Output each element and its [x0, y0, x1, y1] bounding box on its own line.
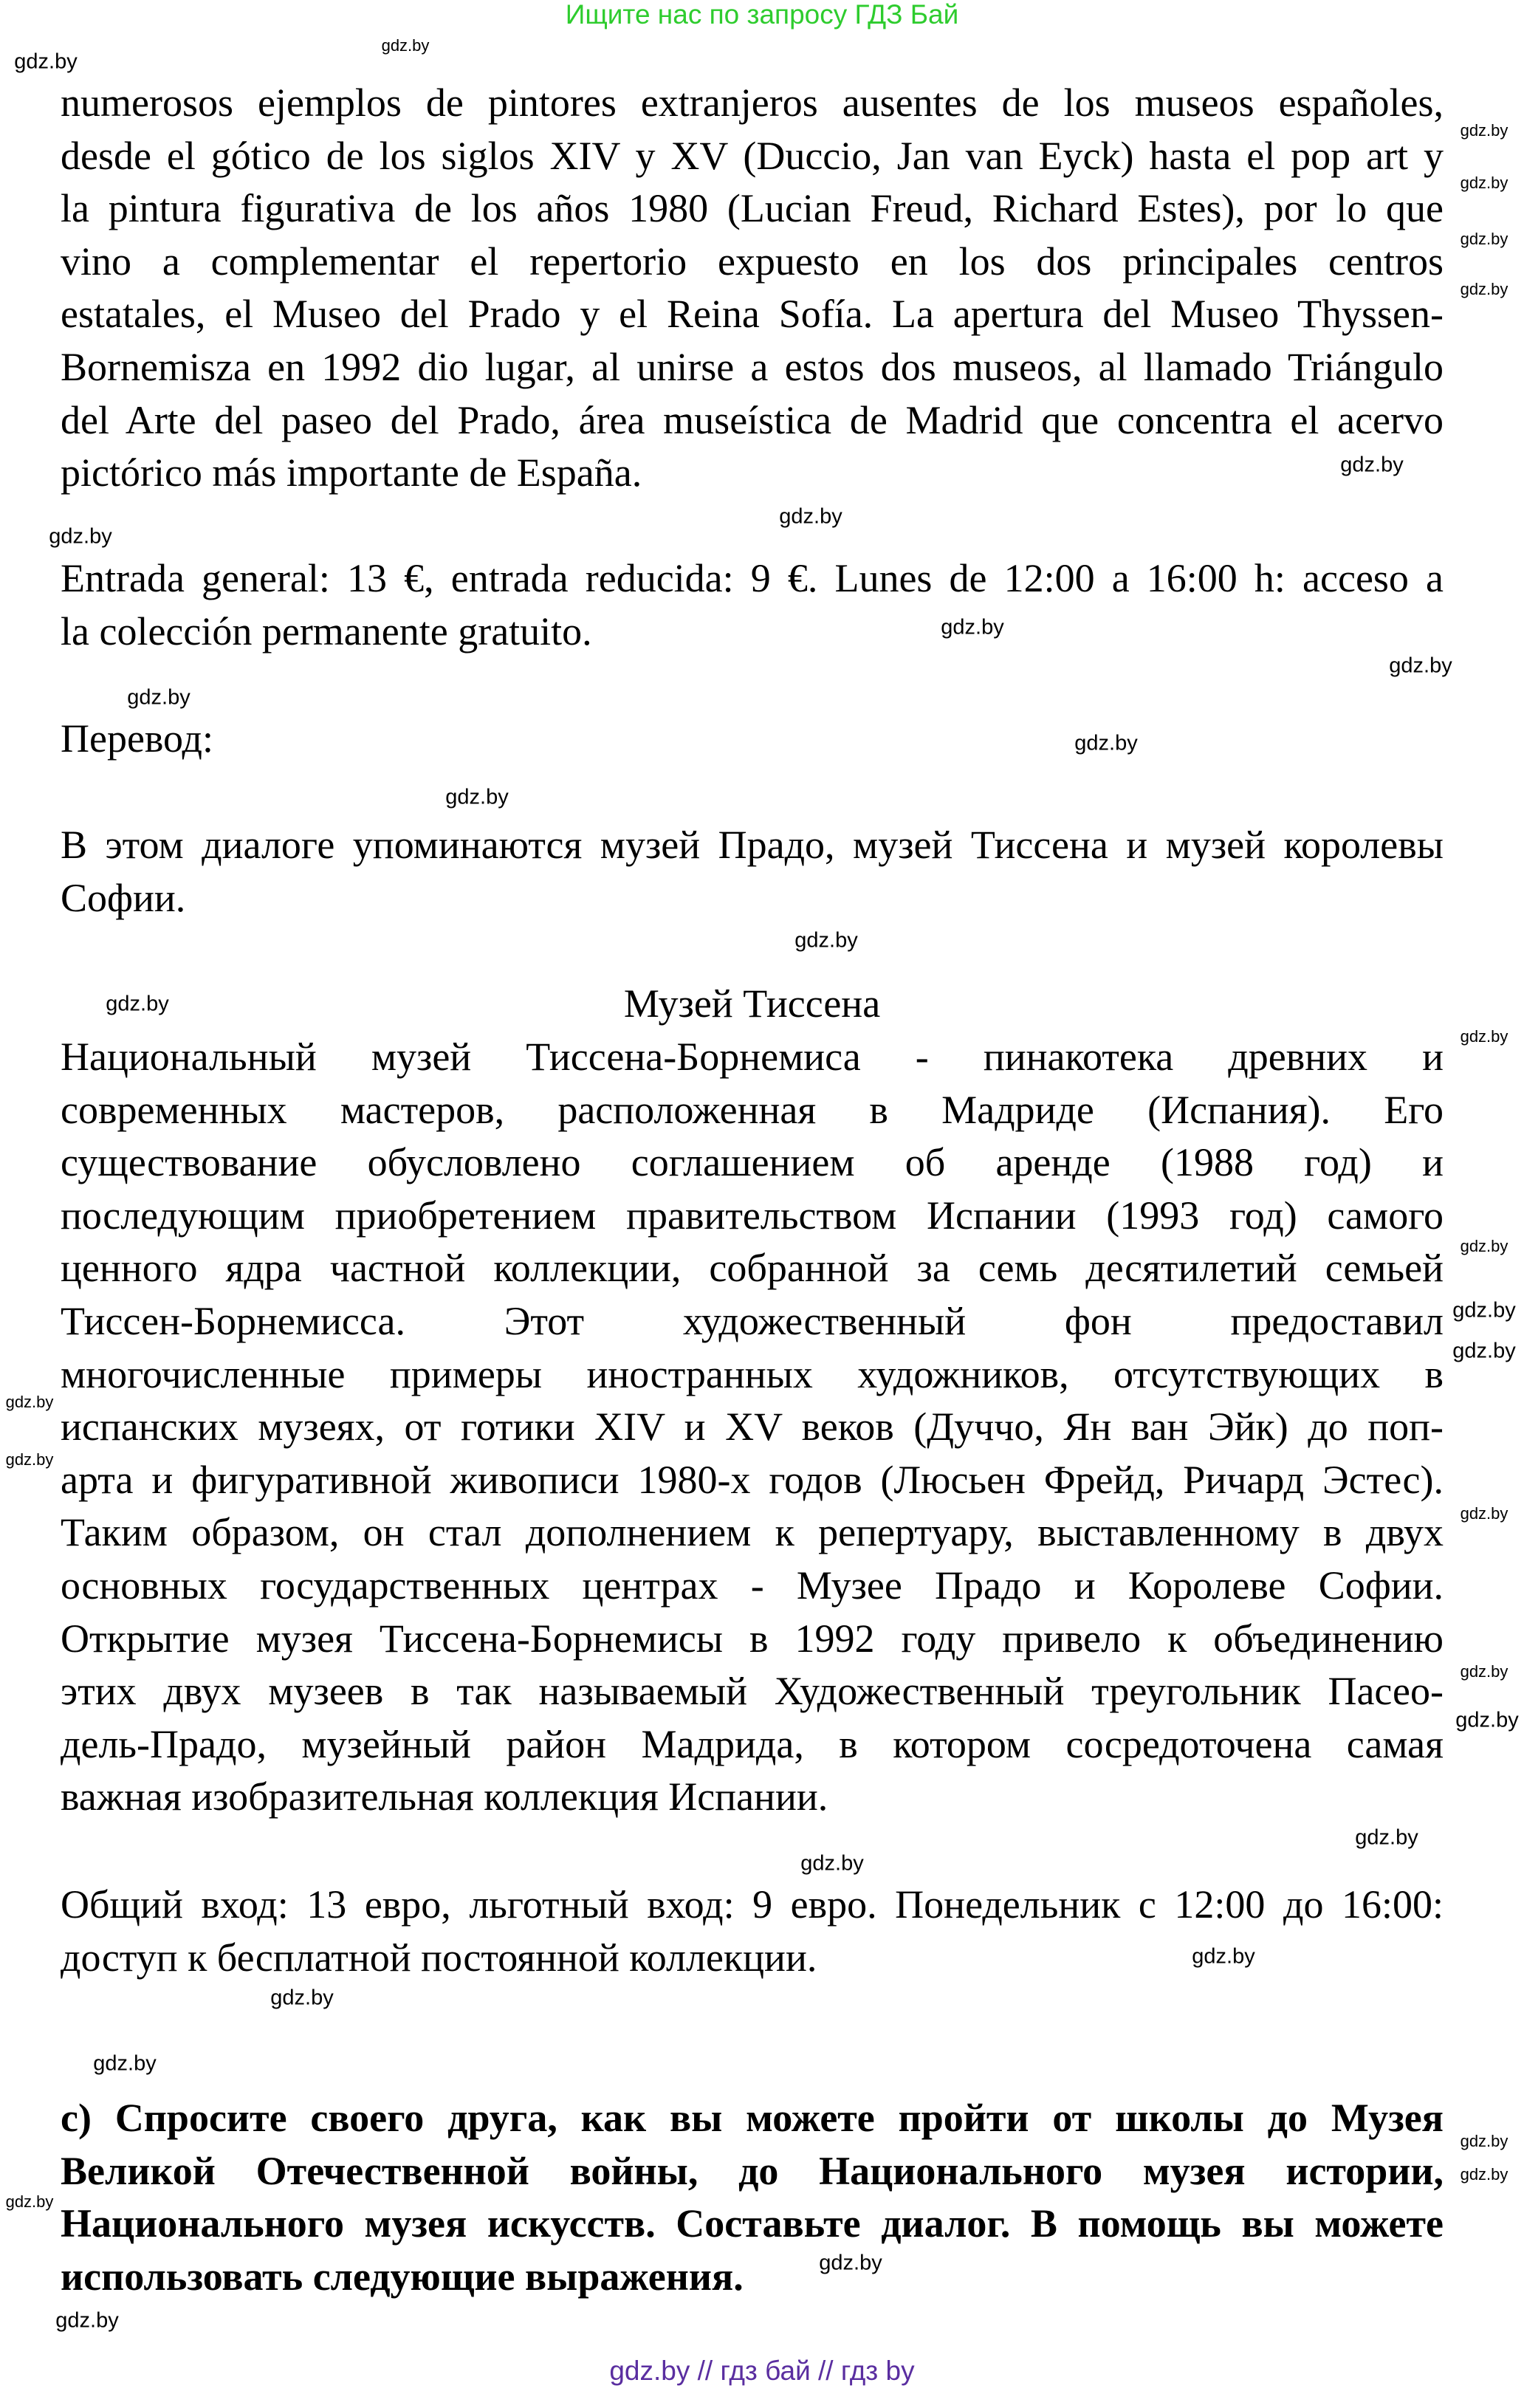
watermark: gdz.by: [1460, 1237, 1508, 1255]
watermark: gdz.by: [1340, 453, 1404, 477]
text-line: c) Спросите своего друга, как вы можете пройти от школы до Музея: [61, 2096, 1444, 2140]
text-line: испанских музеях, от готики XIV и XV веков (Дуччо, Ян ван Эйк) до поп-: [61, 1404, 1444, 1450]
text-line: дель-Прадо, музейный район Мадрида, в котором сосредоточена самая: [61, 1721, 1444, 1766]
text-line: del Arte del paseo del Prado, área museística de Madrid que concentra el acervo: [61, 397, 1444, 442]
watermark: gdz.by: [1192, 1944, 1255, 1969]
text-line: numerosos ejemplos de pintores extranjeros ausentes de los museos españoles,: [61, 80, 1444, 125]
text-line: Тиссен-Борнемисса. Этот художественный фон предоставил: [61, 1298, 1444, 1343]
text-line: важная изобразительная коллекция Испании.: [61, 1774, 828, 1819]
text-line: основных государственных центрах - Музее Прадо и Королеве Софии.: [61, 1563, 1444, 1608]
spanish-paragraph: [61, 77, 1444, 500]
watermark: gdz.by: [941, 615, 1004, 639]
text-line: la pintura figurativa de los años 1980 (Lucian Freud, Richard Estes), por lo que: [61, 186, 1444, 231]
watermark: gdz.by: [1455, 1708, 1519, 1732]
watermark: gdz.by: [1460, 121, 1508, 140]
search-banner: Ищите нас по запросу ГДЗ Бай: [565, 0, 959, 30]
text-line: Софии.: [61, 875, 186, 920]
watermark: gdz.by: [1389, 654, 1452, 678]
watermark: gdz.by: [1460, 280, 1508, 298]
translation-label: Перевод:: [61, 716, 213, 761]
watermark: gdz.by: [1074, 731, 1138, 755]
watermark: gdz.by: [1460, 1027, 1508, 1046]
watermark: gdz.by: [1452, 1298, 1516, 1323]
watermark: gdz.by: [55, 2308, 119, 2333]
task-c: [61, 2092, 1444, 2303]
watermark: gdz.by: [819, 2251, 882, 2275]
watermark: gdz.by: [1460, 2132, 1508, 2150]
watermark: gdz.by: [14, 49, 78, 74]
text-line: Общий вход: 13 евро, льготный вход: 9 евро. Понедельник с 12:00 до 16:00:: [61, 1882, 1444, 1927]
text-line: ценного ядра частной коллекции, собранной за семь десятилетий семьей: [61, 1246, 1444, 1291]
watermark: gdz.by: [5, 2192, 54, 2211]
museum-title: Музей Тиссена: [623, 981, 881, 1026]
text-line: Таким образом, он стал дополнением к репертуару, выставленному в двух: [61, 1510, 1444, 1555]
text-line: существование обусловлено соглашением об аренде (1988 год) и: [61, 1140, 1444, 1185]
watermark: gdz.by: [5, 1393, 54, 1411]
watermark: gdz.by: [106, 992, 169, 1016]
museum-title-block: [61, 978, 1444, 1031]
text-line: использовать следующие выражения.: [61, 2254, 744, 2299]
watermark: gdz.by: [794, 928, 858, 953]
text-line: desde el gótico de los siglos XIV y XV (Duccio, Jan van Eyck) hasta el pop art y: [61, 133, 1444, 178]
watermark: gdz.by: [1460, 1504, 1508, 1523]
text-line: последующим приобретением правительством Испании (1993 год) самого: [61, 1193, 1444, 1238]
translation-body: [61, 1031, 1444, 1824]
text-line: Entrada general: 13 €, entrada reducida: 9 €. Lunes de 12:00 a 16:00 h: acceso a: [61, 556, 1444, 600]
watermark: gdz.by: [127, 685, 190, 710]
spanish-prices: [61, 552, 1444, 658]
text-line: pictórico más importante de España.: [61, 450, 642, 495]
text-line: Великой Отечественной войны, до Национального музея истории,: [61, 2148, 1444, 2193]
text-line: доступ к бесплатной постоянной коллекции.: [61, 1935, 817, 1980]
text-line: estatales, el Museo del Prado y el Reina Sofía. La apertura del Museo Thyssen-: [61, 292, 1444, 337]
watermark: gdz.by: [779, 504, 842, 529]
translation-intro: [61, 819, 1444, 925]
watermark: gdz.by: [270, 1986, 334, 2010]
text-line: Открытие музея Тиссена-Борнемисы в 1992 году привело к объединению: [61, 1616, 1444, 1661]
watermark: gdz.by: [1355, 1825, 1418, 1850]
footer-links[interactable]: gdz.by // гдз бай // гдз by: [609, 2356, 915, 2386]
text-line: la colección permanente gratuito.: [61, 608, 592, 654]
translation-label-block: [61, 713, 1444, 766]
text-line: арта и фигуративной живописи 1980-х годов (Люсьен Фрейд, Ричард Эстес).: [61, 1457, 1444, 1502]
watermark: gdz.by: [93, 2051, 157, 2076]
text-line: современных мастеров, расположенная в Мадриде (Испания). Его: [61, 1087, 1444, 1132]
watermark: gdz.by: [445, 785, 509, 809]
watermark: gdz.by: [49, 524, 112, 549]
watermark: gdz.by: [1452, 1339, 1516, 1363]
watermark: gdz.by: [1460, 2165, 1508, 2184]
watermark: gdz.by: [1460, 1662, 1508, 1681]
watermark: gdz.by: [1460, 174, 1508, 192]
text-line: Bornemisza en 1992 dio lugar, al unirse a estos dos museos, al llamado Triángulo: [61, 344, 1444, 389]
text-line: vino a complementar el repertorio expuesto en los dos principales centros: [61, 239, 1444, 284]
text-line: многочисленные примеры иностранных художников, отсутствующих в: [61, 1351, 1444, 1396]
text-line: этих двух музеев в так называемый Художественный треугольник Пасео-: [61, 1669, 1444, 1714]
text-line: Национального музея искусств. Составьте диалог. В помощь вы можете: [61, 2201, 1444, 2246]
watermark: gdz.by: [1460, 230, 1508, 248]
text-line: Национальный музей Тиссена-Борнемиса - пинакотека древних и: [61, 1035, 1444, 1079]
watermark: gdz.by: [381, 36, 430, 55]
text-line: В этом диалоге упоминаются музей Прадо, музей Тиссена и музей королевы: [61, 823, 1444, 867]
watermark: gdz.by: [5, 1450, 54, 1469]
watermark: gdz.by: [800, 1851, 864, 1876]
